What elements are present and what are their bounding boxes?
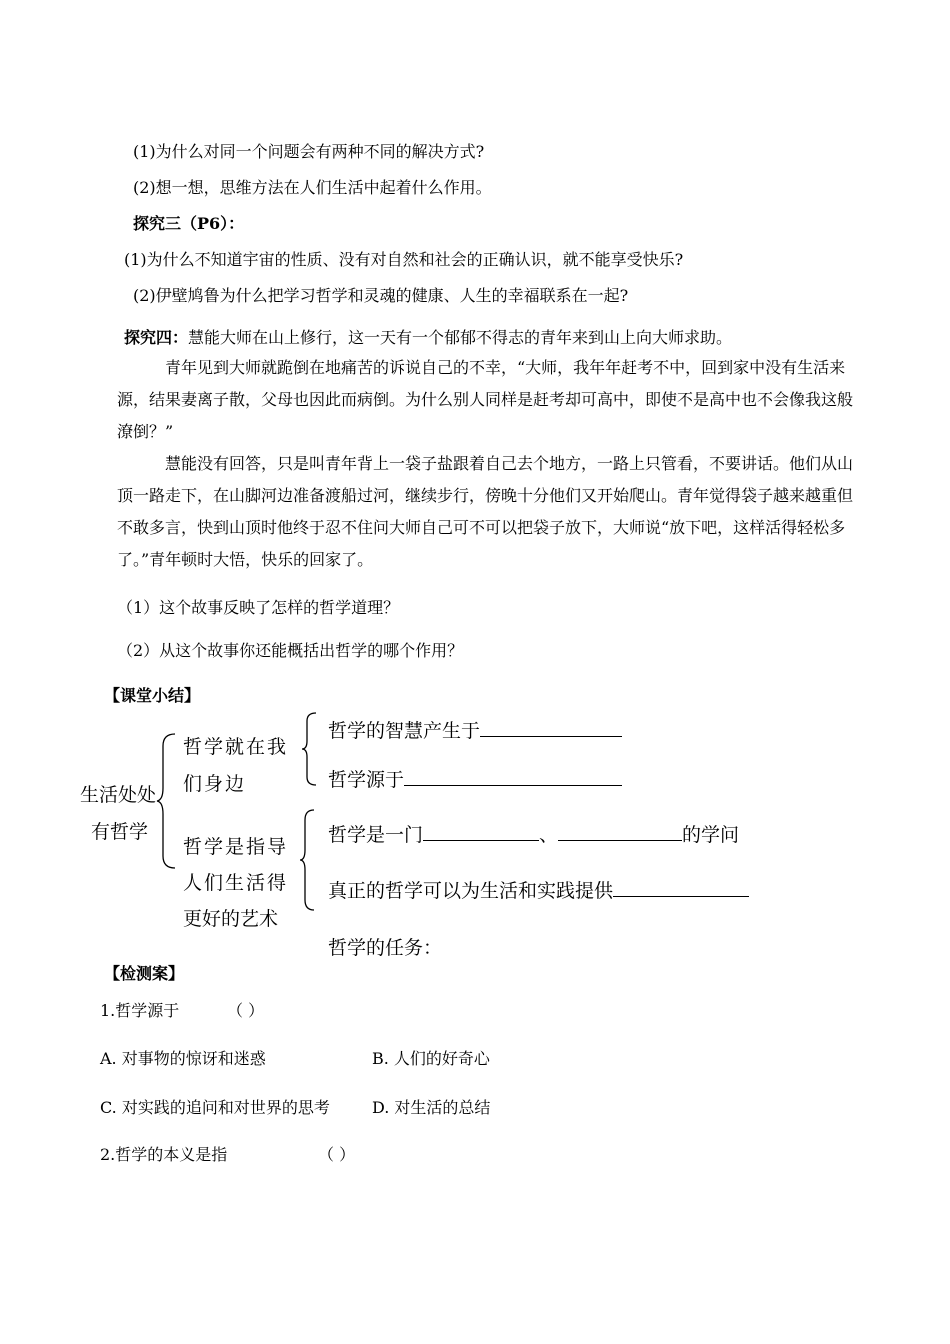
summary-task: 哲学的任务： [328, 937, 443, 959]
branch-2-item-1-text: 哲学是一门 [328, 824, 424, 846]
summary-main-brace [155, 732, 177, 870]
question-3-1: (1)为什么不知道宇宙的性质、没有对自然和社会的正确认识，就不能享受快乐? [124, 250, 684, 269]
branch-2-line1: 哲学是指导 [183, 836, 289, 858]
test-question-1: 1.哲学源于 [100, 1001, 180, 1020]
separator: 、 [539, 824, 559, 846]
question-2-2: (2)想一想，思维方法在人们生活中起着什么作用。 [133, 178, 492, 197]
test-question-2-answer-slot: （ ） [318, 1145, 356, 1164]
blank-line [558, 822, 682, 841]
test-question-2: 2.哲学的本义是指 [100, 1145, 228, 1164]
branch-1-brace [300, 711, 318, 787]
branch-1-line2: 们身边 [183, 773, 247, 795]
section-4-intro-line [124, 325, 732, 348]
branch-1-item-1-text: 哲学的智慧产生于 [328, 720, 481, 742]
section-4-intro: 慧能大师在山上修行，这一天有一个郁郁不得志的青年来到山上向大师求助。 [188, 328, 733, 347]
branch-1-item-1 [328, 716, 622, 743]
question-3-2: (2)伊壁鸠鲁为什么把学习哲学和灵魂的健康、人生的幸福联系在一起? [133, 286, 629, 305]
test-question-1-option-a: A. 对事物的惊讶和迷惑 [100, 1049, 266, 1068]
section-3-heading: 探究三（P6）： [133, 214, 245, 233]
question-2-1: (1)为什么对同一个问题会有两种不同的解决方式? [133, 142, 485, 161]
blank-line [480, 718, 622, 737]
branch-1-line1: 哲学就在我 [183, 736, 289, 758]
blank-line [613, 878, 749, 897]
branch-1-item-2 [328, 765, 622, 792]
test-question-1-option-c: C. 对实践的追问和对世界的思考 [100, 1098, 330, 1117]
branch-2-line3: 更好的艺术 [183, 908, 279, 930]
branch-2-item-1-suffix: 的学问 [682, 824, 740, 846]
test-question-1-answer-slot: （ ） [227, 1001, 265, 1020]
branch-2-line2: 人们生活得 [183, 872, 289, 894]
summary-root-line2: 有哲学 [91, 821, 149, 843]
blank-line [404, 767, 622, 786]
question-4-1: （1）这个故事反映了怎样的哲学道理？ [117, 598, 400, 617]
blank-line [423, 822, 539, 841]
test-question-1-option-b: B. 人们的好奇心 [372, 1049, 490, 1068]
summary-root-line1: 生活处处 [80, 784, 157, 806]
question-4-2: （2）从这个故事你还能概括出哲学的哪个作用？ [117, 641, 464, 660]
test-question-1-option-d: D. 对生活的总结 [372, 1098, 491, 1117]
summary-heading: 【课堂小结】 [104, 686, 201, 705]
branch-2-item-2-text: 真正的哲学可以为生活和实践提供 [328, 880, 614, 902]
branch-2-item-1 [328, 820, 739, 847]
story-paragraph-1: 青年见到大师就跪倒在地痛苦的诉说自己的不幸，“大师，我年年赶考不中，回到家中没有生活来源，结果妻离子散，父母也因此而病倒。为什么别人同样是赶考却可高中，即使不是高中也不会像我这般潦倒？” [117, 358, 854, 441]
branch-2-item-2 [328, 876, 749, 903]
branch-2-brace [298, 808, 316, 912]
test-heading: 【检测案】 [104, 964, 185, 983]
branch-1-item-2-text: 哲学源于 [328, 769, 405, 791]
section-4-heading: 探究四： [124, 328, 189, 347]
story-paragraph-2: 慧能没有回答，只是叫青年背上一袋子盐跟着自己去个地方，一路上只管看，不要讲话。他们从山顶一路走下，在山脚河边准备渡船过河，继续步行，傍晚十分他们又开始爬山。青年觉得袋子越来越重但不敢多言，快到山顶时他终于忍不住问大师自己可不可以把袋子放下，大师说“放下吧，这样活得轻松多了。”青年顿时大悟，快乐的回家了。 [117, 454, 854, 569]
